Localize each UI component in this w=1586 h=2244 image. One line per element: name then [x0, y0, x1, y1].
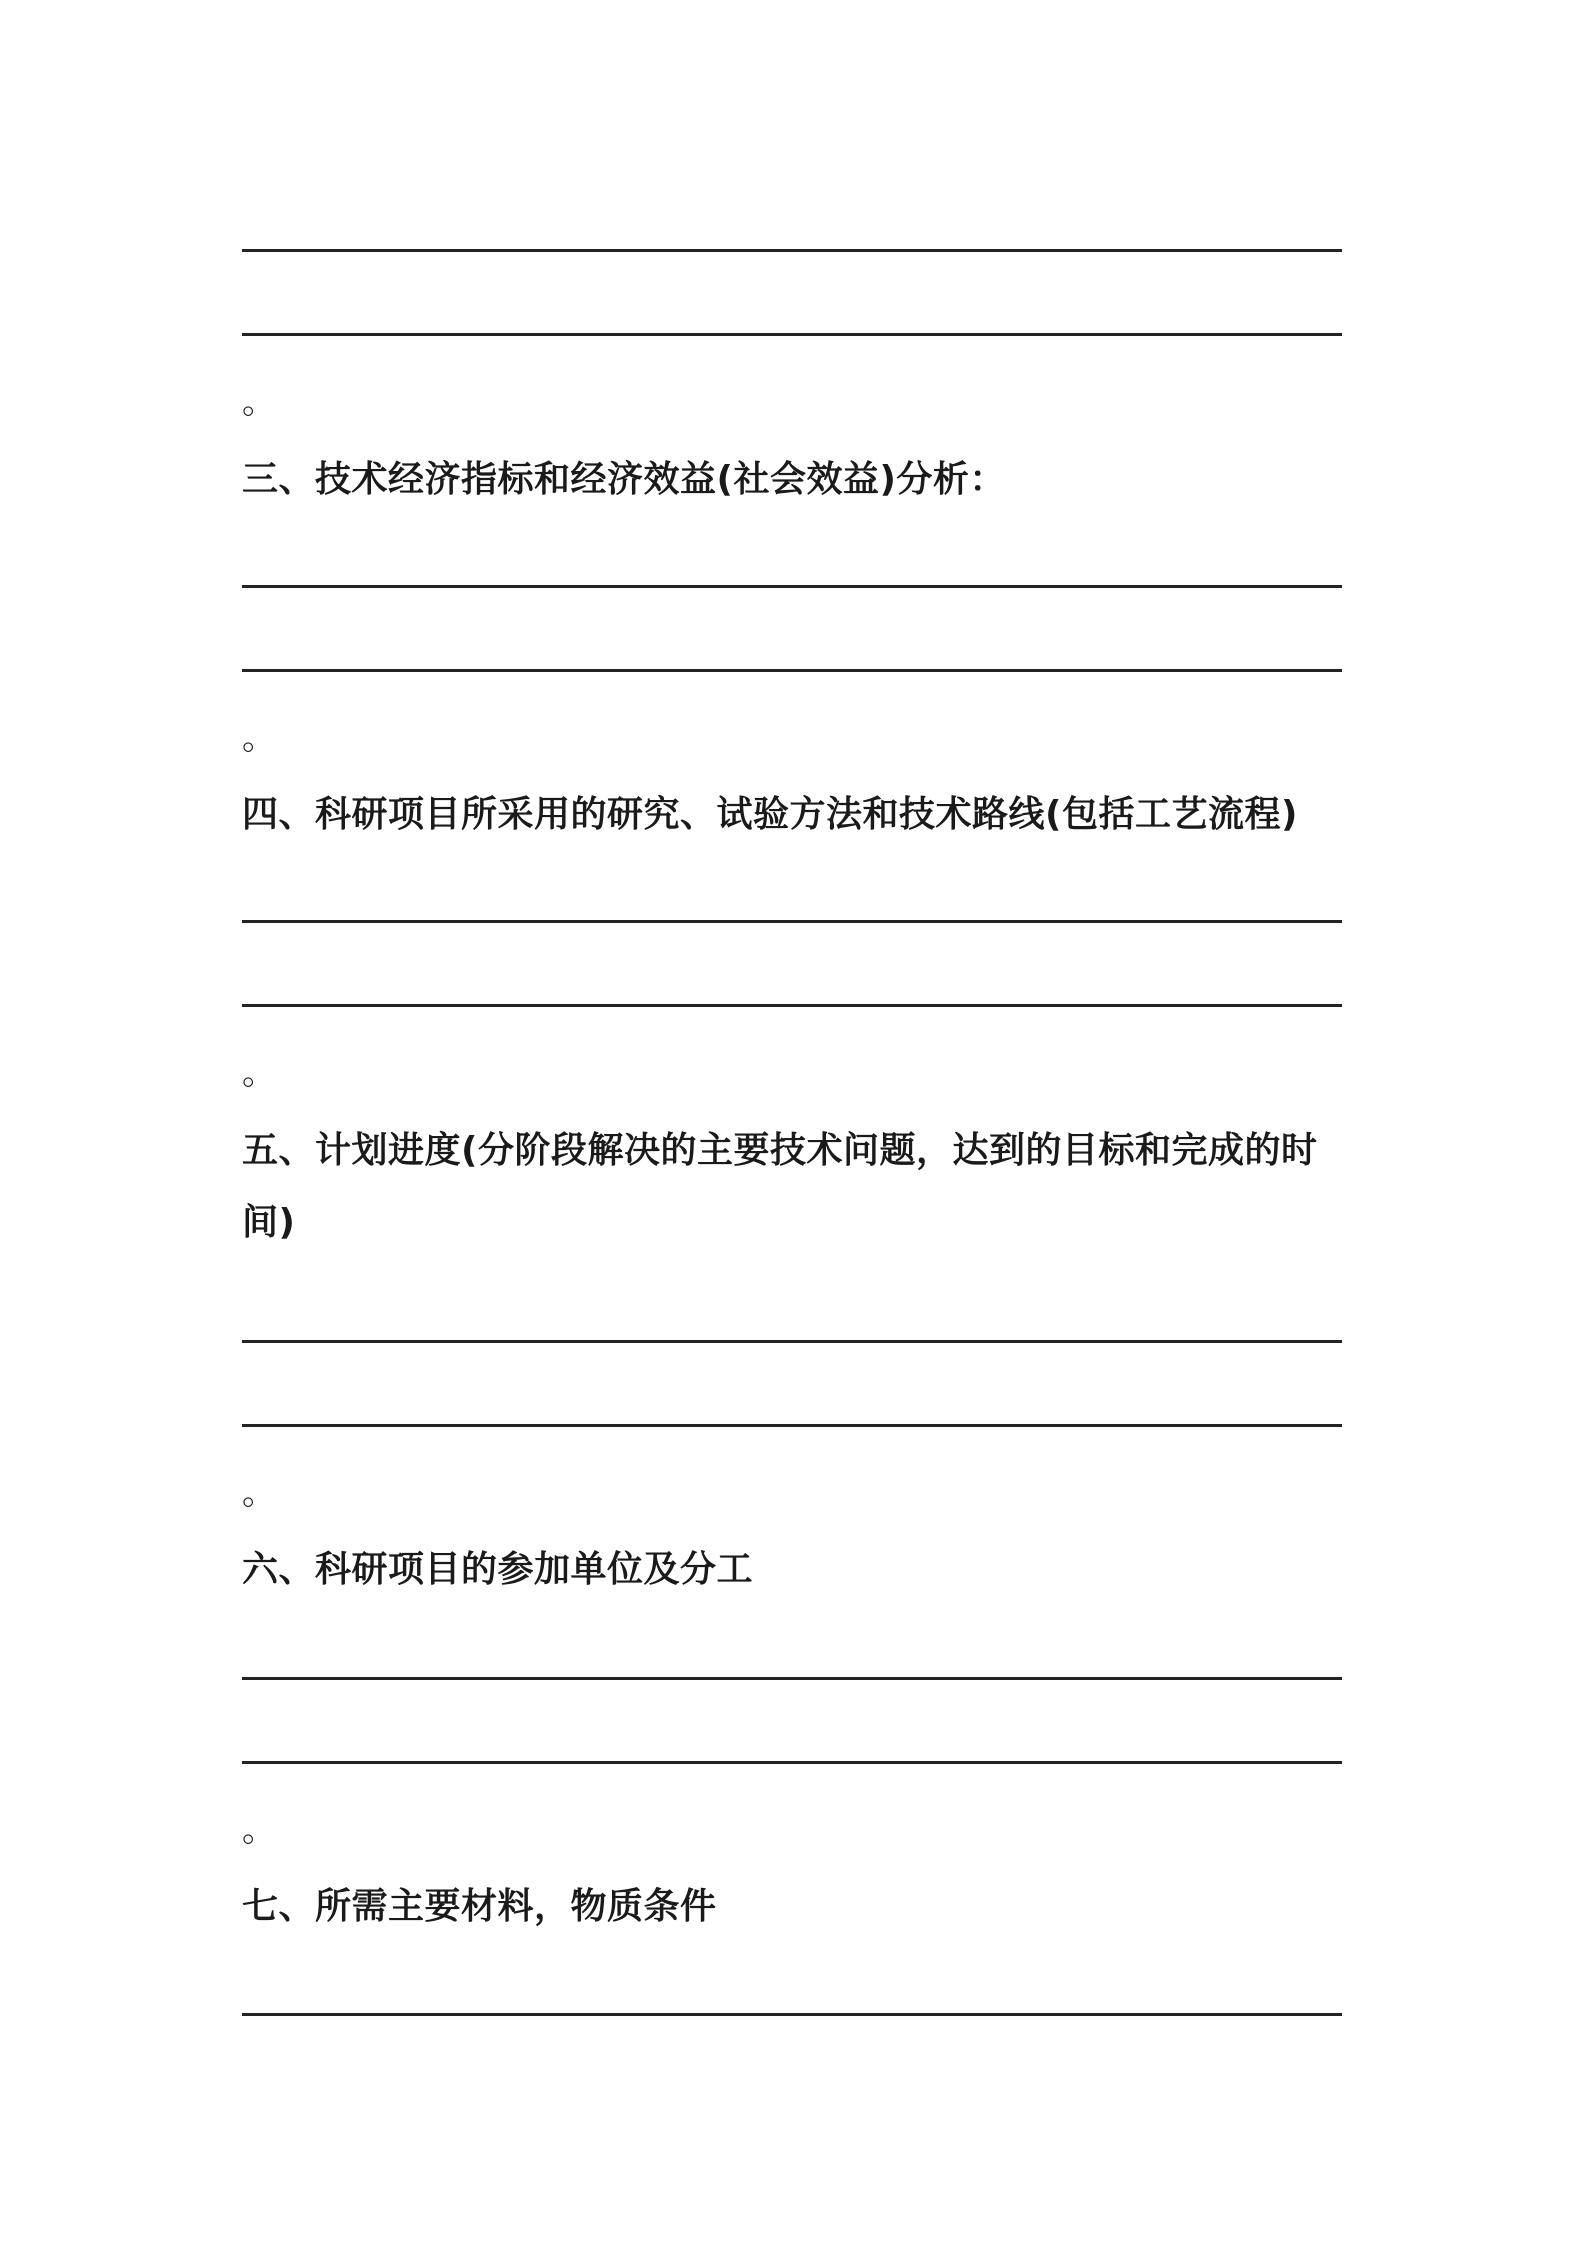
blank-line [242, 1424, 1342, 1427]
section-heading-three: 三、技术经济指标和经济效益(社会效益)分析： [242, 459, 1006, 500]
blank-line [242, 249, 1342, 252]
end-period: 。 [242, 718, 276, 758]
section-heading-four: 四、科研项目所采用的研究、试验方法和技术路线(包括工艺流程) [242, 794, 1298, 835]
section-heading-seven: 七、所需主要材料，物质条件 [242, 1886, 717, 1927]
blank-line [242, 585, 1342, 588]
section-heading-five: 五、计划进度(分阶段解决的主要技术问题，达到的目标和完成的时间) [242, 1130, 1318, 1243]
end-period: 。 [242, 382, 276, 422]
end-period: 。 [242, 1473, 276, 1513]
blank-line [242, 1761, 1342, 1764]
blank-line [242, 1677, 1342, 1680]
blank-line [242, 920, 1342, 923]
blank-line [242, 669, 1342, 672]
blank-line [242, 1340, 1342, 1343]
blank-line [242, 1004, 1342, 1007]
end-period: 。 [242, 1810, 276, 1850]
blank-line [242, 2013, 1342, 2016]
blank-line [242, 333, 1342, 336]
section-heading-six: 六、科研项目的参加单位及分工 [242, 1549, 754, 1590]
end-period: 。 [242, 1053, 276, 1093]
